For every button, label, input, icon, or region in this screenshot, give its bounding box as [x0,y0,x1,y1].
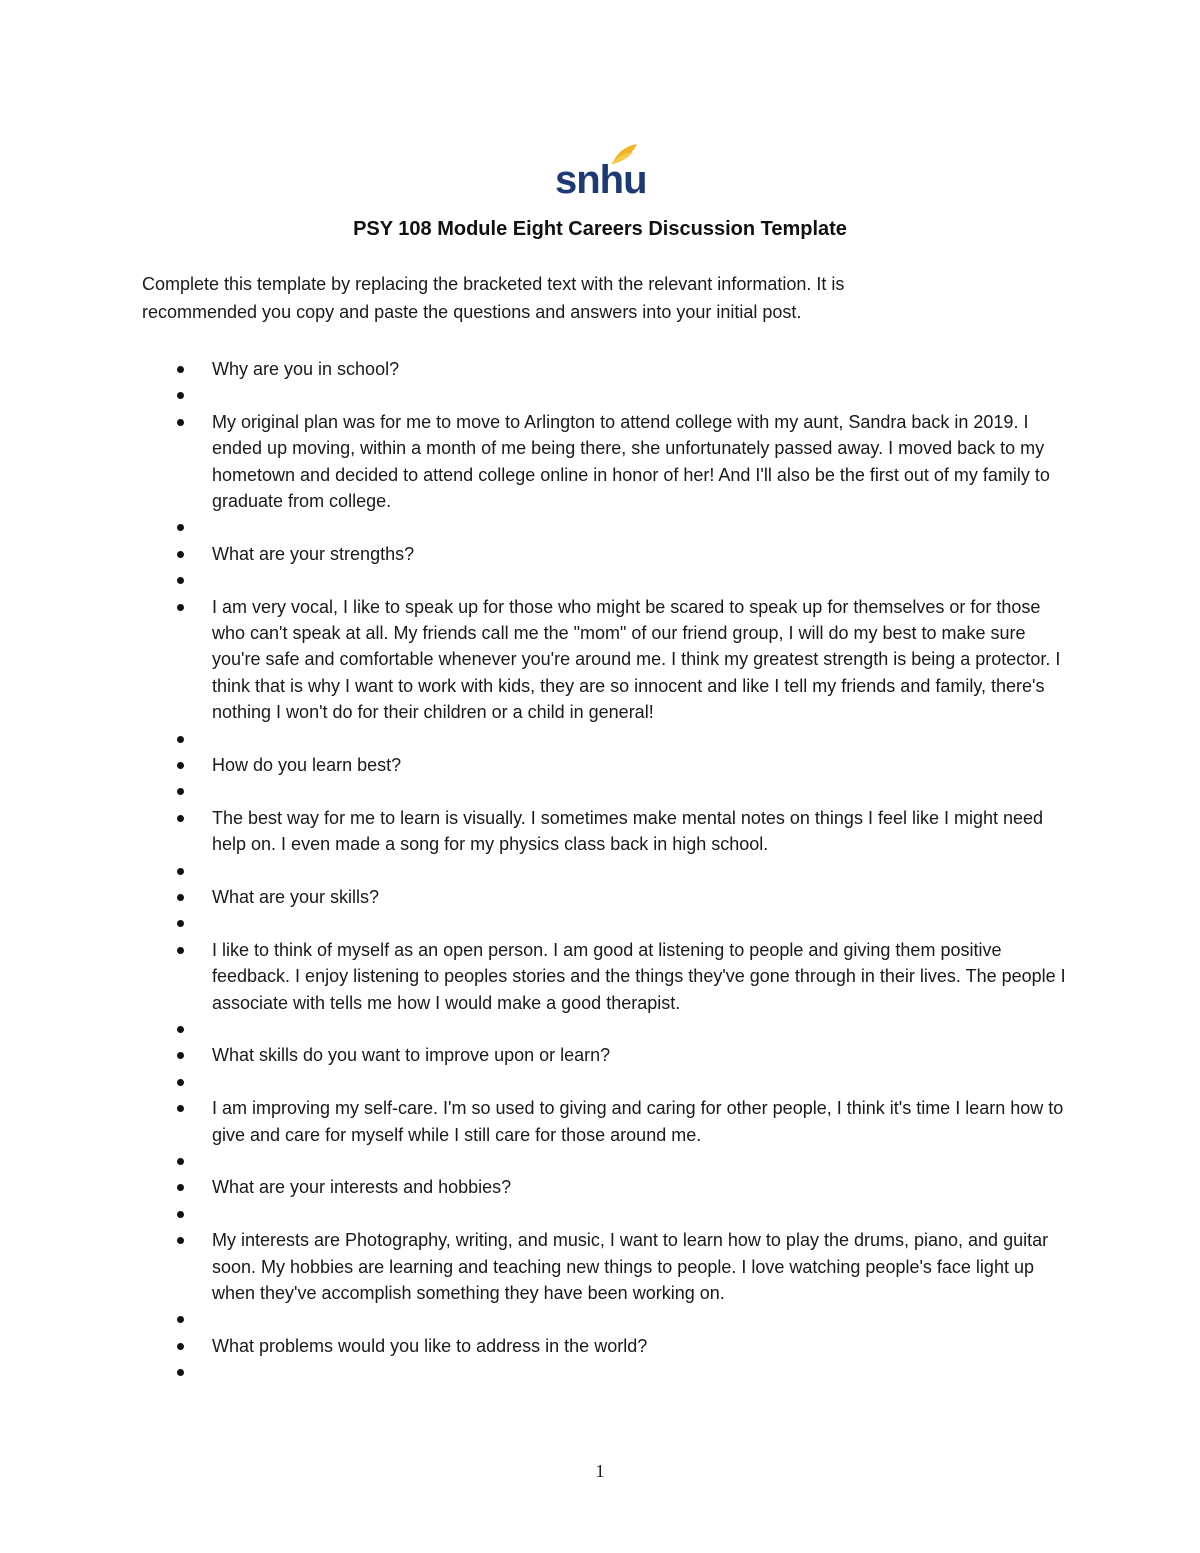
list-item [0,1201,1200,1227]
list-item-text: Why are you in school? [212,359,400,379]
bullet-icon [177,1211,184,1218]
list-item [0,1148,1200,1174]
bullet-icon [177,551,184,558]
list-item [0,382,1200,408]
logo-wordmark: snhu [555,158,647,202]
list-item [0,1095,1200,1148]
list-item [0,778,1200,804]
list-item [0,1227,1200,1306]
intro-line: Complete this template by replacing the bracketed text with the relevant information. It is [142,274,845,294]
bullet-icon [177,1316,184,1323]
bullet-icon [177,392,184,399]
list-item [0,1016,1200,1042]
bullet-icon [177,947,184,954]
bullet-icon [177,788,184,795]
list-item [0,594,1200,726]
list-item [0,1042,1200,1068]
bullet-icon [177,366,184,373]
bullet-icon [177,762,184,769]
list-item [0,884,1200,910]
list-item-text: What are your strengths? [212,543,415,564]
list-item-text: What are your interests and hobbies? [212,1177,512,1198]
list-item-text: I am improving my self-care. I'm so used to giving and caring for other people, I think it's time I learn how to give and care for myself while I still care for those around me. [212,1098,1064,1145]
bullet-icon [177,1369,184,1376]
bullet-icon [177,577,184,584]
bullet-icon [177,868,184,875]
list-item-text: How do you learn best? [212,755,402,776]
list-item-text: My original plan was for me to move to Arlington to attend college with my aunt, Sandra back in 2019. I ended up moving, within a month of me being there, she unfortunately passed away. I moved back to my hometown and decided to attend college online in honor of her! And I'll also be the first out of my family to graduate from college. [212,411,1050,512]
list-item [0,1333,1200,1359]
bullet-icon [177,1026,184,1033]
list-item-text: What are your skills? [212,887,380,908]
bullet-icon [177,1184,184,1191]
bullet-icon [177,736,184,743]
list-item-text: My interests are Photography, writing, and music, I want to learn how to play the drums, piano, and guitar soon. My hobbies are learning and teaching new things to people. I love watching people's face light up when they've accomplish something they have been working on. [212,1230,1049,1304]
document-title: PSY 108 Module Eight Careers Discussion Template [353,218,847,240]
bullet-icon [177,1105,184,1112]
list-item [0,805,1200,858]
list-item [0,1069,1200,1095]
bullet-icon [177,1237,184,1244]
list-item [0,1359,1200,1385]
page-number: 1 [595,1461,605,1481]
list-item-text: The best way for me to learn is visually. I sometimes make mental notes on things I feel like I might need help on. I even made a song for my physics class back in high school. [212,807,1044,855]
list-item-text: I like to think of myself as an open person. I am good at listening to people and giving them positive feedback. I enjoy listening to peoples stories and the things they've gone through in their lives. The people I associate with tells me how I would make a good therapist. [212,939,1066,1013]
bullet-icon [177,1079,184,1086]
list-item [0,1306,1200,1332]
list-item [0,858,1200,884]
bullet-icon [177,524,184,531]
list-item [0,567,1200,593]
list-item-text: I am very vocal, I like to speak up for those who might be scared to speak up for themselves or for those who can't speak at all. My friends call me the "mom" of our friend group, I will do my best to make sure you're safe and comfortable whenever you're around me. I think my greatest strength is being a protector. I think that is why I want to work with kids, they are so innocent and like I tell my friends and family, there's nothing I won't do for their children or a child in general! [212,596,1061,723]
list-item [0,514,1200,540]
list-item [0,937,1200,1016]
bullet-icon [177,1158,184,1165]
snhu-logo [553,142,647,204]
bullet-icon [177,419,184,426]
bullet-icon [177,920,184,927]
list-item-text: What problems would you like to address in the world? [212,1335,648,1356]
list-item [0,752,1200,778]
list-item [0,541,1200,567]
bullet-icon [177,1343,184,1350]
bullet-list [0,356,1200,1386]
bullet-icon [177,894,184,901]
list-item [0,356,1200,382]
list-item [0,409,1200,515]
list-item-text: What skills do you want to improve upon or learn? [212,1045,611,1066]
bullet-icon [177,1052,184,1059]
list-item [0,910,1200,936]
intro-paragraph [142,270,1062,326]
list-item [0,726,1200,752]
bullet-icon [177,815,184,822]
bullet-icon [177,604,184,611]
list-item [0,1174,1200,1200]
intro-line: recommended you copy and paste the questions and answers into your initial post. [142,302,802,322]
